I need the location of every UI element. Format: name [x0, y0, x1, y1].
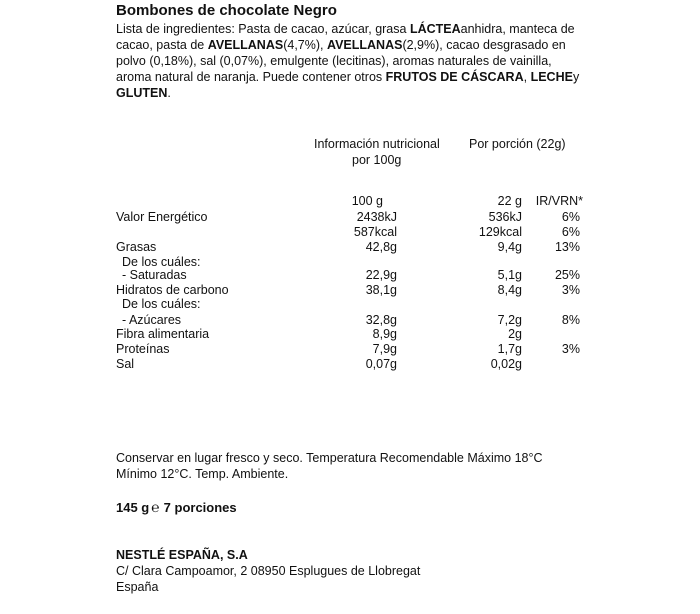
- value-per-portion: 0,02g: [490, 357, 522, 371]
- nutrition-row: [0, 327, 700, 343]
- company-name: NESTLÉ ESPAÑA, S.A: [116, 548, 248, 562]
- allergen-text: AVELLANAS: [207, 38, 284, 52]
- ingredient-text: (4,7%),: [283, 38, 327, 52]
- ingredient-text: (2,9%), cacao desgrasado en polvo (0,18%), sal (0,07%), emulgente (lecitinas), aromas naturales de vainilla, aroma natural de naranja. Puede contener otros: [116, 38, 566, 84]
- nutrition-row: [0, 357, 700, 373]
- nutrition-row: [0, 210, 700, 226]
- ingredient-text: .: [167, 86, 171, 100]
- ingredients-list: [116, 21, 586, 101]
- nutrient-label: Proteínas: [116, 342, 170, 356]
- net-quantity: [116, 499, 237, 515]
- unit-100: 100 g: [351, 194, 383, 208]
- estimated-sign-icon: ℮: [151, 499, 160, 515]
- allergen-text: AVELLANAS: [326, 38, 403, 52]
- company-address: C/ Clara Campoamor, 2 08950 Esplugues de Llobregat: [116, 564, 421, 578]
- nutrition-row: [0, 240, 700, 256]
- nutrient-label: Sal: [116, 357, 135, 371]
- value-per-portion: 9,4g: [497, 240, 522, 254]
- storage-line-1: Conservar en lugar fresco y seco. Temperatura Recomendable Máximo 18°C: [116, 451, 543, 465]
- ingredient-text: Lista de ingredientes: Pasta de cacao, azúcar, grasa: [116, 22, 410, 36]
- value-vrn: 13%: [554, 240, 580, 254]
- value-vrn: 25%: [554, 268, 580, 282]
- value-per-100g: 0,07g: [365, 357, 397, 371]
- allergen-text: GLUTEN: [116, 86, 168, 100]
- value-per-100g: 587kcal: [353, 225, 397, 239]
- value-vrn: 6%: [561, 210, 580, 224]
- value-per-100g: 7,9g: [372, 342, 397, 356]
- ingredient-text: ,: [523, 70, 531, 84]
- value-per-portion: 1,7g: [497, 342, 522, 356]
- nutrition-row: [0, 342, 700, 358]
- nutrient-label: Fibra alimentaria: [116, 327, 210, 341]
- value-per-portion: 8,4g: [497, 283, 522, 297]
- value-per-100g: 8,9g: [372, 327, 397, 341]
- nutrient-label: De los cuáles:: [122, 297, 201, 311]
- value-per-portion: 5,1g: [497, 268, 522, 282]
- value-per-100g: 22,9g: [365, 268, 397, 282]
- value-vrn: 8%: [561, 313, 580, 327]
- nutrient-label: De los cuáles:: [122, 255, 201, 269]
- value-per-portion: 536kJ: [488, 210, 522, 224]
- net-weight: 145 g: [116, 500, 150, 515]
- nutrition-row: [0, 297, 700, 313]
- nutrient-label: Valor Energético: [116, 210, 208, 224]
- nutrition-header-100-line1: Información nutricional: [314, 137, 440, 151]
- unit-portion: 22 g: [497, 194, 522, 208]
- value-per-portion: 2g: [508, 327, 522, 341]
- nutrition-header-100-line2: por 100g: [352, 153, 402, 167]
- allergen-text: LÁCTEA: [409, 22, 461, 36]
- value-per-100g: 2438kJ: [356, 210, 397, 224]
- value-per-portion: 129kcal: [478, 225, 522, 239]
- value-vrn: 3%: [561, 342, 580, 356]
- portions-count: 7 porciones: [163, 500, 237, 515]
- value-vrn: 6%: [561, 225, 580, 239]
- allergen-text: LECHE: [530, 70, 573, 84]
- nutrition-row: [0, 268, 700, 284]
- nutrition-units-row: [0, 194, 700, 210]
- value-per-100g: 38,1g: [365, 283, 397, 297]
- nutrition-row: [0, 225, 700, 241]
- nutrient-label: - Saturadas: [122, 268, 187, 282]
- nutrient-label: Grasas: [116, 240, 157, 254]
- ingredient-text: y: [572, 70, 580, 84]
- nutrient-label: Hidratos de carbono: [116, 283, 229, 297]
- unit-vrn: IR/VRN*: [535, 194, 583, 208]
- product-title: Bombones de chocolate Negro: [116, 2, 337, 19]
- value-per-portion: 7,2g: [497, 313, 522, 327]
- value-per-100g: 32,8g: [365, 313, 397, 327]
- company-country: España: [116, 580, 159, 594]
- ingredient-text: anhidra, manteca de cacao, pasta de: [116, 22, 575, 52]
- nutrition-header-portion: Por porción (22g): [469, 137, 566, 151]
- value-per-100g: 42,8g: [365, 240, 397, 254]
- value-vrn: 3%: [561, 283, 580, 297]
- nutrient-label: - Azúcares: [122, 313, 182, 327]
- storage-line-2: Mínimo 12°C. Temp. Ambiente.: [116, 467, 289, 481]
- allergen-text: FRUTOS DE CÁSCARA: [385, 70, 524, 84]
